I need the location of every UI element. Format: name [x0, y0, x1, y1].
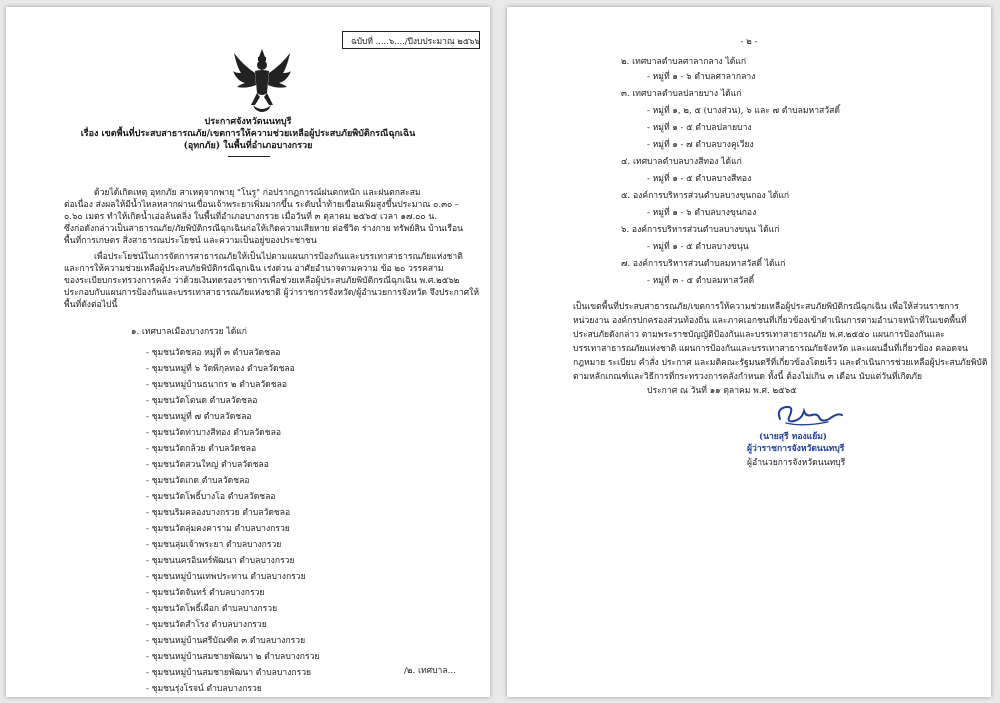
signer-role: ผู้อำนวยการจังหวัดนนทบุรี — [747, 458, 846, 468]
community-item: - ชุมชนวัดจันทร์ ตำบลบางกรวย — [146, 588, 265, 598]
area-heading: ๒. เทศบาลตำบลศาลากลาง ได้แก่ — [621, 57, 747, 67]
community-item: - ชุมชนวัดสวนใหญ่ ตำบลวัดชลอ — [146, 460, 269, 470]
para1-line: ๐.๖๐ เมตร ทำให้เกิดน้ำเอ่อล้นตลิ่ง ในพื้นที่อำเภอบางกรวย เมื่อวันที่ ๓ ตุลาคม ๒๕๖๕ เวลา ๑๗.๐๐ น. — [64, 212, 438, 222]
area-item: - หมู่ที่ ๑ - ๕ ตำบลบางขนุน — [647, 242, 749, 252]
area-item: - หมู่ที่ ๑ - ๖ ตำบลบางขุนกอง — [647, 208, 757, 218]
para1-line: ต่อเนื่อง ส่งผลให้มีน้ำไหลหลากผ่านเขื่อนเจ้าพระยาเพิ่มมากขึ้น ระดับน้ำท้ายเขื่อนเพิ่มสูงขึ้นประมาณ ๐.๓๐ – — [64, 200, 460, 210]
section-heading: ๑. เทศบาลเมืองบางกรวย ได้แก่ — [131, 327, 248, 337]
para1-line: ด้วยได้เกิดเหตุ อุทกภัย สาเหตุจากพายุ "โนรู" ก่อปรากฏการณ์ฝนตกหนัก และฝนตกสะสม — [94, 188, 421, 198]
closing-line: บรรเทาสาธารณภัยแห่งชาติ แผนการป้องกันและบรรเทาสาธารณภัยจังหวัด และแผนอื่นที่เกี่ยวข้อง ตลอดจน — [573, 344, 968, 354]
closing-line: ประสบภัยดังกล่าว ตามพระราชบัญญัติป้องกันและบรรเทาสาธารณภัย พ.ศ.๒๕๕๐ แผนการป้องกันและ — [573, 330, 945, 340]
document-page-1 — [6, 7, 490, 697]
reference-number-box — [342, 31, 480, 49]
closing-line: เป็นเขตพื้นที่ประสบสาธารณภัย/เขตการให้ความช่วยเหลือผู้ประสบภัยพิบัติกรณีฉุกเฉิน เพื่อให้ส่วนราชการ — [573, 302, 959, 312]
area-heading: ๗. องค์การบริหารส่วนตำบลมหาสวัสดิ์ ได้แก่ — [621, 259, 786, 269]
para2-line: พื้นที่ดังต่อไปนี้ — [64, 300, 118, 310]
community-item: - ชุมชนวัดเกด ตำบลวัดชลอ — [146, 476, 250, 486]
community-item: - ชุมชนหมู่ที่ ๖ วัดพิกุลทอง ตำบลวัดชลอ — [146, 364, 295, 374]
para2-line: ประกอบกับแผนการป้องกันและบรรเทาสาธารณภัยแห่งชาติ ผู้ว่าราชการจังหวัด/ผู้อำนวยการจังหวัด จึงประกาศให้ — [64, 288, 479, 298]
page-continuation: /๒. เทศบาล... — [404, 666, 456, 676]
closing-line: ตามหลักเกณฑ์และวิธีการที่กระทรวงการคลังกำหนด ทั้งนี้ ต้องไม่เกิน ๓ เดือน นับแต่วันที่เกิดภัย — [573, 372, 922, 382]
area-heading: ๓. เทศบาลตำบลปลายบาง ได้แก่ — [621, 89, 742, 99]
community-item: - ชุมชนวัดโพธิ์เผือก ตำบลบางกรวย — [146, 604, 278, 614]
area-item: - หมู่ที่ ๓ - ๕ ตำบลมหาสวัสดิ์ — [647, 276, 755, 286]
community-item: - ชุมชนวัดลุ่มคงคาราม ตำบลบางกรวย — [146, 524, 290, 534]
area-heading: ๖. องค์การบริหารส่วนตำบลบางขนุน ได้แก่ — [621, 225, 780, 235]
para2-line: และการให้ความช่วยเหลือผู้ประสบภัยพิบัติกรณีฉุกเฉิน เร่งด่วน อาศัยอำนาจตามความ ข้อ ๒๐ วรรคสาม — [64, 264, 444, 274]
community-item: - ชุมชนหมู่ที่ ๗ ตำบลวัดชลอ — [146, 412, 252, 422]
document-page-2 — [507, 7, 991, 697]
community-item: - ชุมชนรุ่งโรจน์ ตำบลบางกรวย — [146, 684, 262, 694]
para1-line: ซึ่งก่อดังกล่าวเป็นสาธารณภัย/ภัยพิบัติกรณีฉุกเฉินก่อให้เกิดความเสียหาย ต่อชีวิต ร่างกาย ทรัพย์สิน บ้านเรือน — [64, 224, 464, 234]
community-item: - ชุมชนหมู่บ้านสมชายพัฒนา ๒ ตำบลบางกรวย — [146, 652, 320, 662]
page-number: - ๒ - — [740, 37, 758, 47]
community-item: - ชุมชนหมู่บ้านศรีบัณฑิต ๓ ตำบลบางกรวย — [146, 636, 306, 646]
closing-line: กฎหมาย ระเบียบ คำสั่ง ประกาศ และมติคณะรัฐมนตรีที่เกี่ยวข้องโดยเร็ว และดำเนินการช่วยเหลือผู้ประสบภัยพิบัติ — [573, 358, 988, 368]
garuda-emblem — [231, 47, 293, 115]
area-heading: ๕. องค์การบริหารส่วนตำบลบางขุนกอง ได้แก่ — [621, 191, 790, 201]
closing-line: หน่วยงาน องค์กรปกครองส่วนท้องถิ่น และภาคเอกชนที่เกี่ยวข้องเข้าดำเนินการตามอำนาจหน้าที่ในเขตพื้นที่ — [573, 316, 967, 326]
signer-name: (นายสุรี ทองแย้ม) — [759, 432, 827, 442]
document-subject-line-2: (อุทกภัย) ในพื้นที่อำเภอบางกรวย — [183, 141, 313, 151]
handwritten-signature — [772, 401, 844, 429]
area-heading: ๔. เทศบาลตำบลบางสีทอง ได้แก่ — [621, 157, 742, 167]
area-item: - หมู่ที่ ๑ - ๖ ตำบลศาลากลาง — [647, 72, 756, 82]
para2-line: เพื่อประโยชน์ในการจัดการสาธารณภัยให้เป็นไปตามแผนการป้องกันและบรรเทาสาธารณภัยแห่งชาติ — [94, 252, 463, 262]
community-item: - ชุมชนวัดโตนด ตำบลวัดชลอ — [146, 396, 258, 406]
title-divider — [228, 156, 270, 157]
community-item: - ชุมชนวัดโพธิ์บางโอ ตำบลวัดชลอ — [146, 492, 276, 502]
community-item: - ชุมชนวัดท่าบางสีทอง ตำบลวัดชลอ — [146, 428, 282, 438]
para2-line: ของระเบียบกระทรวงการคลัง ว่าด้วยเงินทดรองราชการเพื่อช่วยเหลือผู้ประสบภัยพิบัติกรณีฉุกเฉิน พ.ศ.๒๕๖๒ — [64, 276, 460, 286]
area-item: - หมู่ที่ ๑ - ๗ ตำบลบางคูเวียง — [647, 140, 754, 150]
area-item: - หมู่ที่ ๑ - ๕ ตำบลปลายบาง — [647, 123, 752, 133]
community-item: - ชุมชนวัดกล้วย ตำบลวัดชลอ — [146, 444, 257, 454]
community-item: - ชุมชนวัดชลอ หมู่ที่ ๓ ตำบลวัดชลอ — [146, 348, 281, 358]
document-subject-line-1: เรื่อง เขตพื้นที่ประสบสาธารณภัย/เขตการให้ความช่วยเหลือผู้ประสบภัยพิบัติกรณีฉุกเฉิน — [80, 129, 416, 139]
community-item: - ชุมชนหมู่บ้านเทพประทาน ตำบลบางกรวย — [146, 572, 306, 582]
para1-line: พื้นที่การเกษตร สิ่งสาธารณประโยชน์ และความเป็นอยู่ของประชาชน — [64, 236, 317, 246]
reference-number: ฉบับที่ .....๖..../ปีงบประมาณ ๒๕๖๖ — [351, 36, 480, 46]
document-title: ประกาศจังหวัดนนทบุรี — [204, 117, 292, 127]
community-item: - ชุมชนริมคลองบางกรวย ตำบลวัดชลอ — [146, 508, 291, 518]
community-item: - ชุมชนนครอินทร์พัฒนา ตำบลบางกรวย — [146, 556, 295, 566]
area-item: - หมู่ที่ ๑, ๒, ๕ (บางส่วน), ๖ และ ๗ ตำบลมหาสวัสดิ์ — [647, 106, 840, 116]
area-item: - หมู่ที่ ๑ - ๕ ตำบลบางสีทอง — [647, 174, 752, 184]
signer-title: ผู้ว่าราชการจังหวัดนนทบุรี — [747, 444, 845, 454]
community-item: - ชุมชนลุ่มเจ้าพระยา ตำบลบางกรวย — [146, 540, 282, 550]
community-item: - ชุมชนหมู่บ้านธนากร ๒ ตำบลวัดชลอ — [146, 380, 288, 390]
announce-date: ประกาศ ณ วันที่ ๑๑ ตุลาคม พ.ศ. ๒๕๖๕ — [647, 386, 797, 396]
community-item: - ชุมชนวัดสำโรง ตำบลบางกรวย — [146, 620, 267, 630]
community-item: - ชุมชนหมู่บ้านสมชายพัฒนา ตำบลบางกรวย — [146, 668, 312, 678]
